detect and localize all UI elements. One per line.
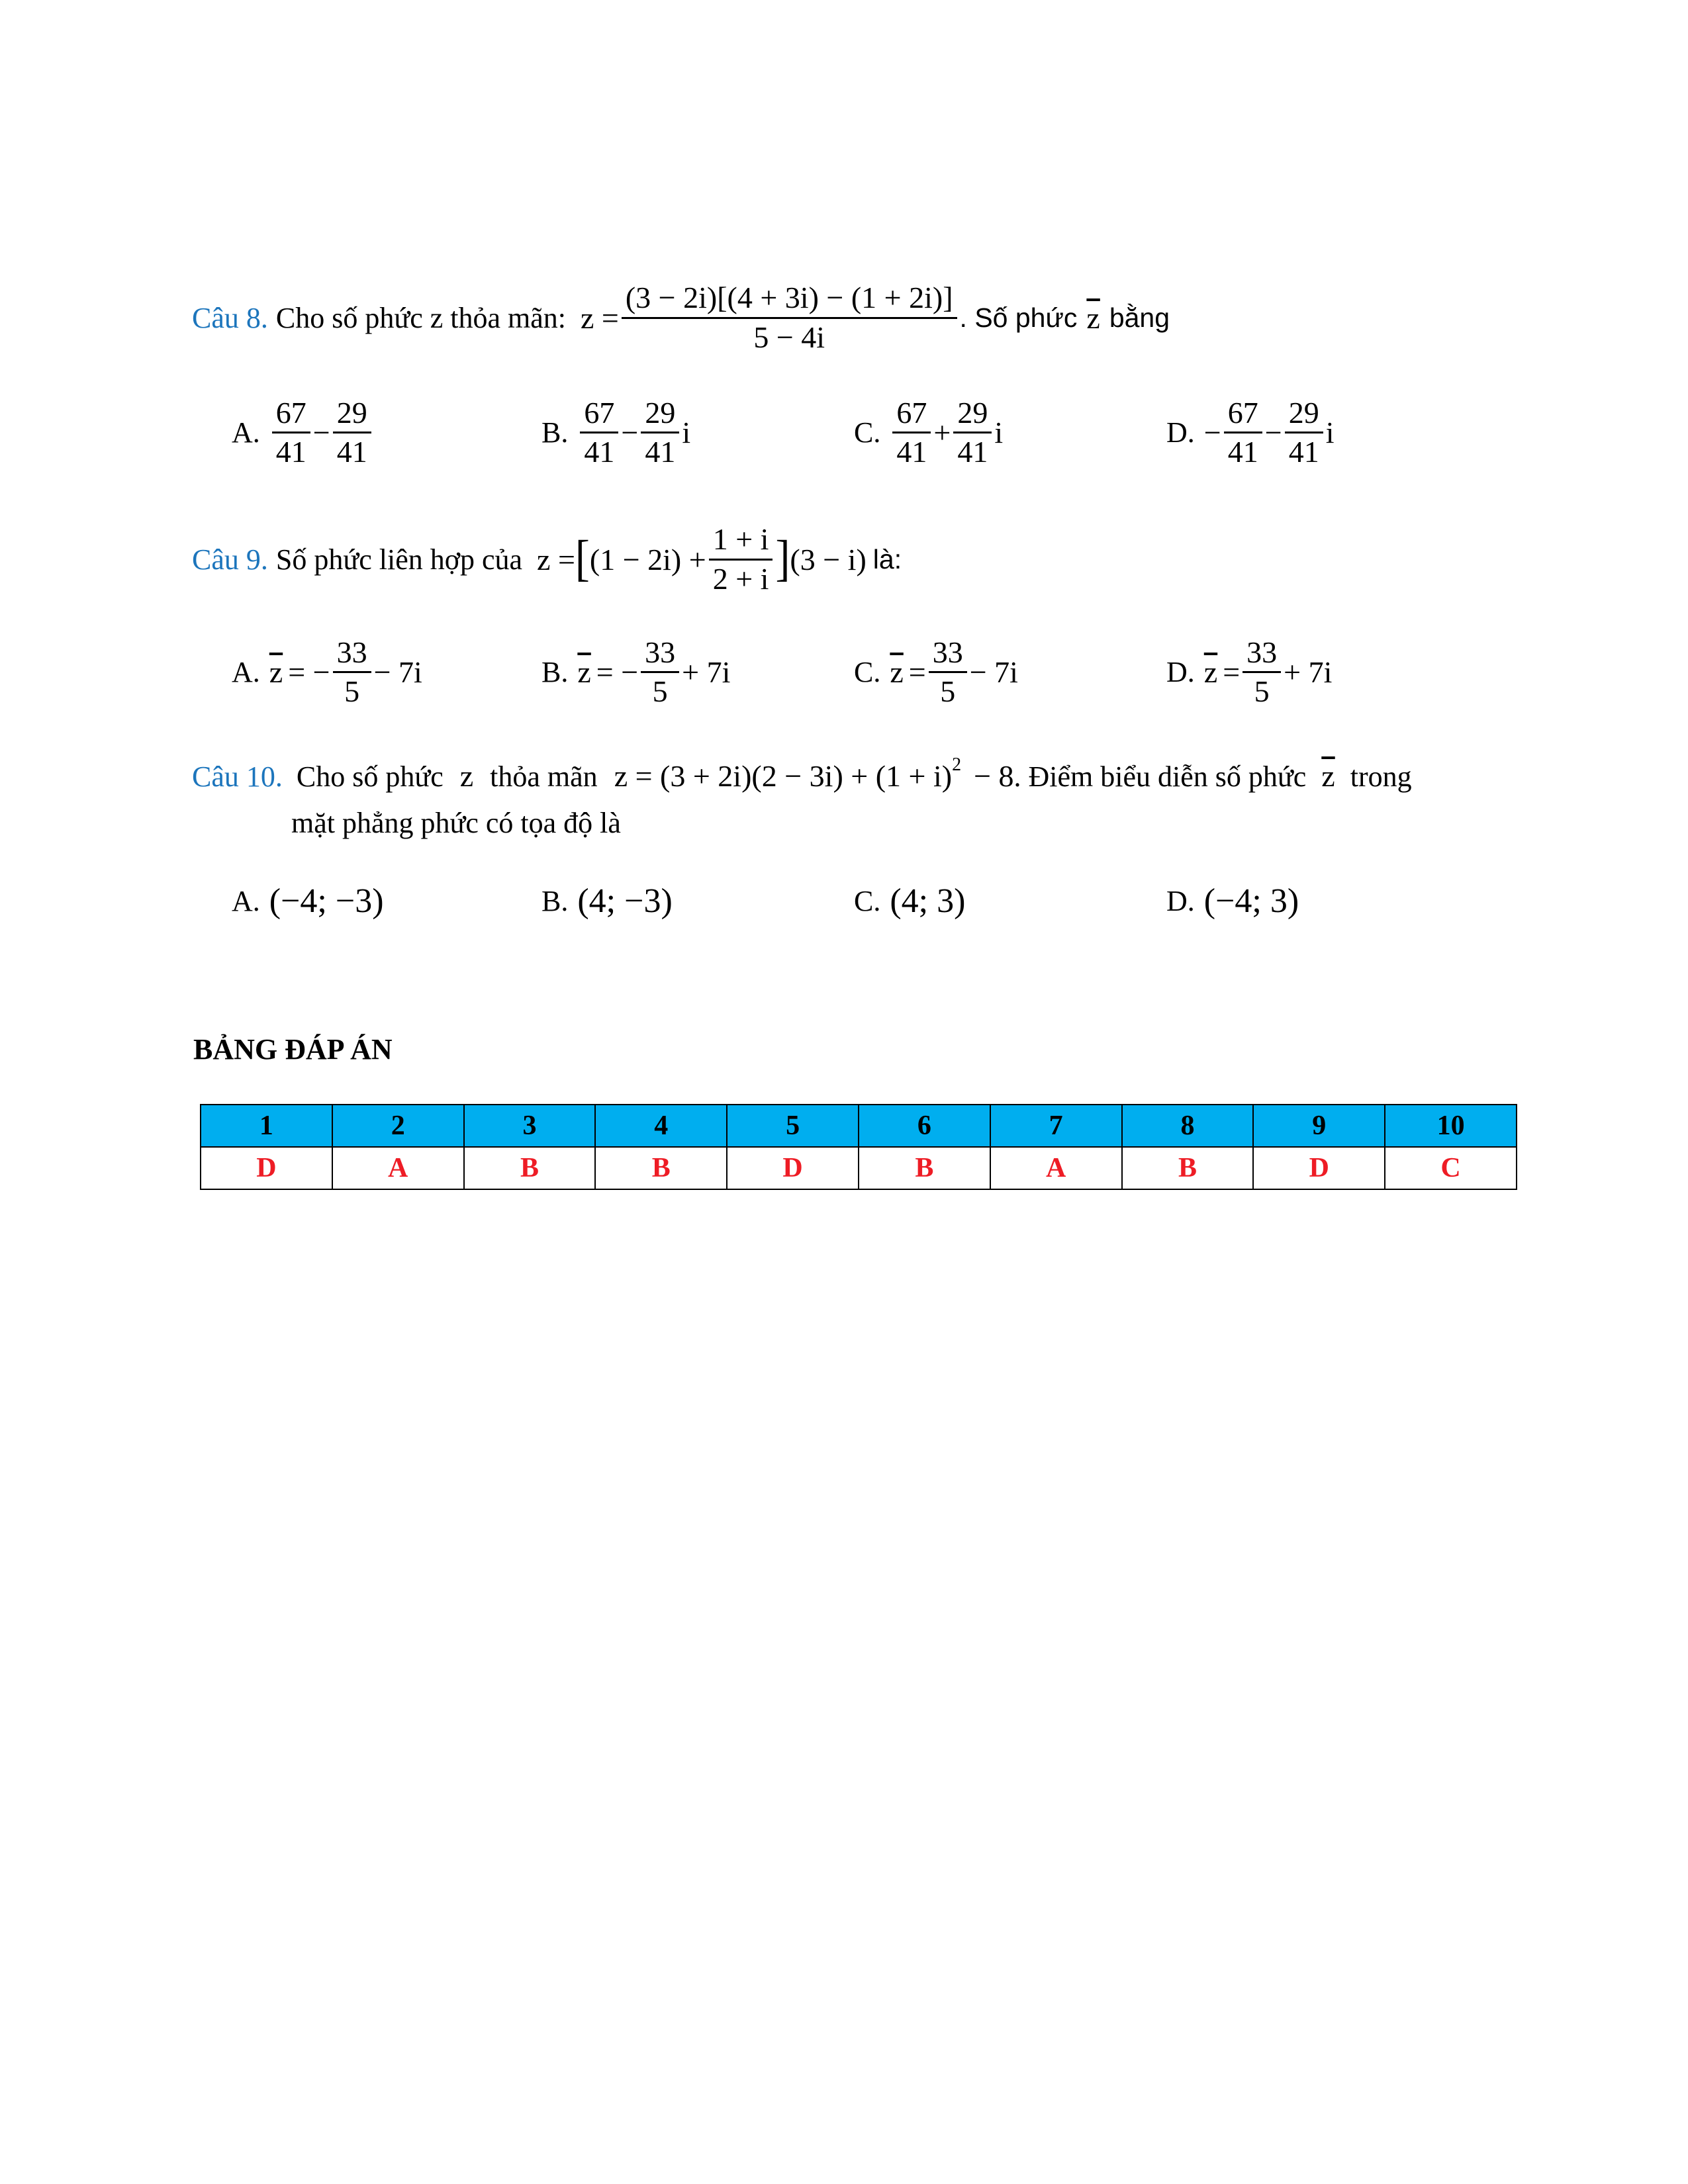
option-letter: C. [854,885,881,917]
q9-close-bracket: ] [775,531,790,587]
fraction-denominator: 41 [584,435,615,469]
q8-zbar: $\overline{z}$ [1086,300,1100,335]
q8-option-c[interactable] [854,397,1003,469]
question-number-cell: 7 [990,1105,1122,1147]
answer-cell: B [595,1147,727,1189]
answer-cell: D [1253,1147,1385,1189]
option-operator: − [1264,416,1282,450]
question-number-cell: 4 [595,1105,727,1147]
fraction-denominator: 41 [275,435,306,469]
option-fraction [641,397,679,469]
q10-text1: Cho số phức [296,760,444,793]
answer-cell: B [1122,1147,1254,1189]
q9-lhs: z = [537,542,575,576]
q9-fraction [709,523,773,595]
q9-frac-num: 1 + i [709,523,773,560]
option-fraction [1224,397,1262,469]
fraction-numerator: 33 [1243,637,1281,673]
q10-option-c[interactable] [854,882,965,921]
fraction-denominator: 41 [957,435,988,469]
option-value: (−4; −3) [269,882,384,920]
fraction-numerator: 33 [641,637,679,673]
option-operator: + [933,416,951,450]
q8-statement [192,265,1170,371]
option-operator: − [621,416,639,450]
q9-statement [192,510,902,609]
q9-option-d[interactable] [1166,637,1332,708]
fraction-denominator: 41 [896,435,927,469]
fraction-denominator: 5 [652,674,668,709]
q8-text: Cho số phức z thỏa mãn: [275,301,566,334]
option-suffix: − 7i [969,655,1018,690]
question-number-cell: 8 [1122,1105,1254,1147]
fraction-denominator: 5 [1254,674,1270,709]
q10-text2: thỏa mãn [490,760,598,793]
answer-table-heading: BẢNG ĐÁP ÁN [193,1033,393,1066]
q9-frac-den: 2 + i [712,561,769,596]
fraction-denominator: 5 [940,674,956,709]
answer-table-header-row [201,1105,1517,1147]
fraction-denominator: 41 [645,435,676,469]
option-sign: − [1203,416,1221,450]
answer-cell: D [201,1147,332,1189]
question-number-cell: 6 [859,1105,990,1147]
question-number-cell: 3 [464,1105,596,1147]
option-letter: D. [1166,416,1195,449]
option-operator: − [312,416,330,450]
option-suffix: i [1325,416,1335,450]
option-value: (−4; 3) [1203,882,1299,920]
answer-cell: D [727,1147,859,1189]
q9-label: Câu 9. [192,543,268,576]
answer-cell: A [332,1147,464,1189]
q10-label: Câu 10. [192,760,283,793]
q10-expr-tail: − 8 [974,759,1014,793]
fraction-denominator: 41 [1227,435,1258,469]
fraction-denominator: 41 [1288,435,1319,469]
option-letter: C. [854,416,881,449]
answer-cell: A [990,1147,1122,1189]
fraction-numerator: 67 [892,397,931,433]
q8-denominator: 5 − 4i [753,320,825,354]
option-suffix: + 7i [682,655,731,690]
q10-zbar: $\overline{z}$ [1321,759,1335,793]
q10-exponent: 2 [952,754,962,775]
q8-lhs: z = [581,300,619,335]
option-fraction [1285,397,1323,469]
q9-option-b[interactable] [541,637,730,708]
answer-cell: C [1385,1147,1517,1189]
q8-fraction [622,282,957,353]
option-letter: C. [854,656,881,689]
q9-part2: (3 − i) [790,542,867,576]
fraction-denominator: 5 [344,674,360,709]
q9-open-bracket: [ [575,531,590,587]
fraction-denominator: 41 [336,435,367,469]
option-suffix: i [994,416,1004,450]
option-suffix: i [682,416,691,450]
q9-tail: là: [872,543,902,574]
answer-cell: B [859,1147,990,1189]
zbar-symbol: $\overline{z}$ [890,655,904,690]
option-fraction [929,637,967,708]
option-letter: D. [1166,885,1195,917]
fraction-numerator: 67 [580,397,618,433]
zbar-symbol: $\overline{z}$ [577,655,591,690]
q8-option-a[interactable] [232,397,374,469]
question-number-cell: 9 [1253,1105,1385,1147]
option-suffix: − 7i [373,655,422,690]
option-value: (4; 3) [890,882,966,920]
q10-statement [192,754,1412,794]
q10-line2: mặt phẳng phức có tọa độ là [291,807,621,839]
q8-tail: . Số phức [959,302,1078,333]
q10-expr: z = (3 + 2i)(2 − 3i) + (1 + i) [614,759,953,793]
q10-option-b[interactable] [541,882,673,921]
answer-cell: B [464,1147,596,1189]
fraction-numerator: 29 [333,397,371,433]
option-fraction [1243,637,1281,708]
answer-table-answer-row [201,1147,1517,1189]
option-fraction [892,397,931,469]
question-number-cell: 10 [1385,1105,1517,1147]
option-letter: A. [232,885,260,917]
option-fraction [580,397,618,469]
option-letter: D. [1166,656,1195,689]
answer-table [200,1104,1517,1190]
q10-option-a[interactable] [232,882,384,921]
option-value: (4; −3) [577,882,673,920]
option-suffix: + 7i [1284,655,1333,690]
q8-label: Câu 8. [192,301,268,334]
fraction-numerator: 33 [929,637,967,673]
option-letter: A. [232,416,260,449]
zbar-symbol: $\overline{z}$ [1203,655,1218,690]
option-fraction [272,397,310,469]
fraction-numerator: 67 [272,397,310,433]
fraction-numerator: 67 [1224,397,1262,433]
q9-part1: (1 − 2i) + [589,542,706,576]
option-equals: = − [288,655,330,690]
fraction-numerator: 33 [333,637,371,673]
question-number-cell: 5 [727,1105,859,1147]
question-number-cell: 1 [201,1105,332,1147]
fraction-numerator: 29 [1285,397,1323,433]
option-fraction [953,397,992,469]
q10-z: z [459,759,474,793]
fraction-numerator: 29 [641,397,679,433]
option-equals: = [908,655,926,690]
option-fraction [333,637,371,708]
option-fraction [641,637,679,708]
q10-text3: . Điểm biểu diễn số phức [1013,760,1307,793]
q10-option-d[interactable] [1166,882,1299,921]
option-letter: B. [541,885,569,917]
q9-option-a[interactable] [232,637,422,708]
q8-tail2: bằng [1109,302,1170,333]
zbar-symbol: $\overline{z}$ [269,655,283,690]
option-equals: = [1223,655,1241,690]
q9-text: Số phức liên hợp của [275,543,523,576]
option-letter: B. [541,416,569,449]
option-letter: A. [232,656,260,689]
q9-option-c[interactable] [854,637,1018,708]
q8-option-d[interactable] [1166,397,1334,469]
q8-option-b[interactable] [541,397,690,469]
q10-text4: trong [1350,760,1412,793]
fraction-numerator: 29 [953,397,992,433]
option-fraction [333,397,371,469]
option-equals: = − [596,655,639,690]
question-number-cell: 2 [332,1105,464,1147]
option-letter: B. [541,656,569,689]
q8-numerator: (3 − 2i)[(4 + 3i) − (1 + 2i)] [622,282,957,318]
